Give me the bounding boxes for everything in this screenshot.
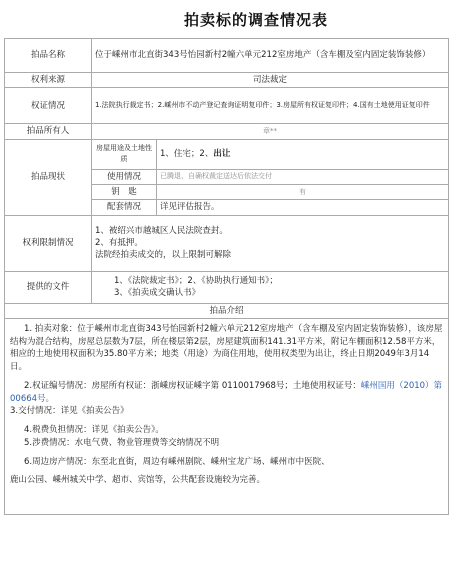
files-value [92,271,449,303]
intro-p4: 4.税费负担情况：详见《拍卖公告》。 [24,425,164,436]
row-item-name [5,39,449,73]
restriction-item-2: 2、有抵押。 [95,237,143,248]
row-status-use [5,139,449,169]
intro-p2-text: 2.权证编号情况：房屋所有权证：浙嵊房权证嵊字第 0110017968号；土地使用权证号： [24,380,361,391]
status-key-value: 有 [157,184,449,199]
row-files [5,271,449,303]
files-line-1: 1、《法院裁定书》；2、《协助执行通知书》； [114,275,278,286]
intro-p3: 3.交付情况：详见《拍卖公告》 [10,406,129,417]
status-key-label: 钥 匙 [92,184,157,199]
status-use-value-land: 出让 [213,148,231,159]
status-use-value-main: 1、住宅；2、 [160,148,214,159]
certificate-label: 权证情况 [5,88,92,124]
row-certificate [5,88,449,124]
restriction-label: 权利限制情况 [5,215,92,271]
intro-p5: 5.涉费情况：水电气费、物业管理费等交纳情况不明 [24,437,220,448]
restriction-value [92,215,449,271]
intro-p6: 6.周边房产情况：东至北直街，周边有嵊州剧院、嵊州宝龙广场、嵊州市中医院、 [24,456,330,467]
status-usage-value: 已腾退，自确权裁定送达后依法交付 [157,169,449,184]
source-label: 权利来源 [5,73,92,88]
status-usage-label: 使用情况 [92,169,157,184]
survey-table [4,38,449,515]
intro-p7: 鹿山公园、嵊州城关中学、超市、宾馆等，公共配套设施较为完善。 [10,475,266,486]
row-restriction [5,215,449,271]
item-name-label: 拍品名称 [5,39,92,73]
restriction-item-3: 法院经拍卖成交的，以上限制可解除 [95,250,232,261]
intro-p2 [10,380,443,406]
restriction-item-1: 1、被绍兴市越城区人民法院查封。 [95,225,228,236]
source-value: 司法裁定 [92,73,449,88]
row-owner [5,124,449,139]
intro-p1: 1. 拍卖对象：位于嵊州市北直街343号怡园新村2幢六单元212室房地产（含车棚及室内固定装饰装修），该房屋结构为混合结构，房屋总层数为7层，所在楼层第2层，房屋建筑面积141.31平方米，附记车棚面积12.58平方米，相应的土地使用权面积为35.80平方米；地类（用途）为商住用地，使用权类型为出让，终止日期2049年3月14日。 [10,323,443,373]
page-title: 拍卖标的调查情况表 [183,11,328,29]
intro-header: 拍品介绍 [5,303,449,318]
item-name-value: 位于嵊州市北直街343号怡园新村2幢六单元212室房地产（含车棚及室内固定装饰装修） [92,39,449,73]
status-docs-label: 配套情况 [92,200,157,215]
status-use-value [157,139,449,169]
intro-p2-cert-number: 嵊州国用（2010）第00664号。 [10,380,443,404]
status-use-label: 房屋用途及土地性质 [92,139,157,169]
row-intro-body [5,318,449,514]
intro-body [5,318,449,514]
owner-value: 章** [92,124,449,139]
owner-label: 拍品所有人 [5,124,92,139]
status-docs-value: 详见评估报告。 [157,200,449,215]
status-label: 拍品现状 [5,139,92,215]
files-label: 提供的文件 [5,271,92,303]
row-intro-header [5,303,449,318]
certificate-value: 1.法院执行裁定书；2.嵊州市不动产登记查询证明复印件；3.房屋所有权证复印件；4.国有土地使用证复印件 [92,88,449,124]
row-source [5,73,449,88]
files-line-2: 3、《拍卖成交确认书》 [114,288,201,299]
